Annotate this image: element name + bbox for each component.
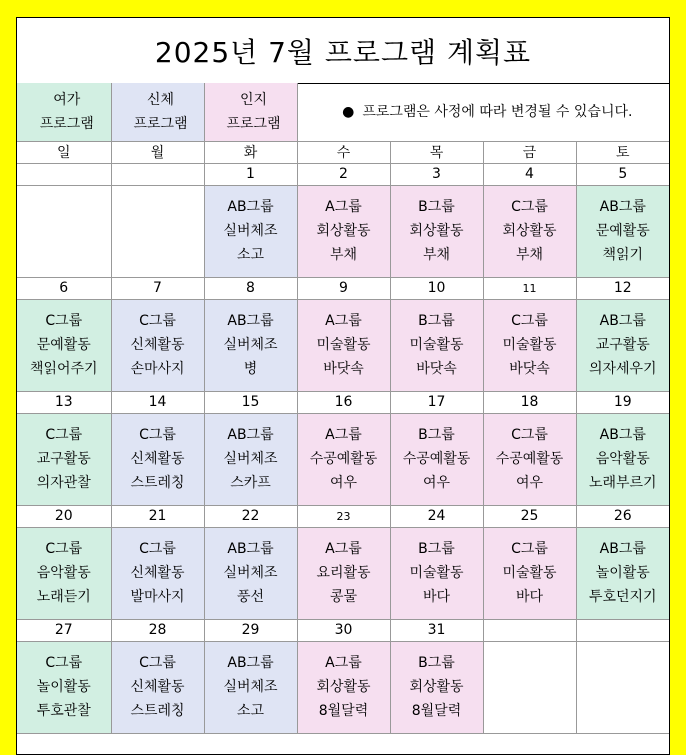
date-number: 27 [17,619,111,641]
program-cell [390,185,483,277]
program-topic: 바닷속 [509,361,550,377]
program-cell [17,299,111,391]
empty-cell [17,185,111,277]
program-group: C그룹 [511,427,548,443]
legend-physical [111,83,204,141]
empty-cell [576,641,669,733]
program-category: 회상활동 [409,679,464,695]
program-category: 실버체조 [223,223,278,239]
program-group: C그룹 [511,313,548,329]
program-cell [17,413,111,505]
program-group: A그룹 [325,541,362,557]
weekday-sat: 토 [576,141,669,163]
bullet-icon: ● [342,103,355,120]
program-group: AB그룹 [599,199,646,215]
program-cell [483,185,576,277]
program-group: AB그룹 [599,427,646,443]
weekday-fri: 금 [483,141,576,163]
program-topic: 바닷속 [323,361,364,377]
program-topic: 투호관찰 [36,703,91,719]
program-category: 수공예활동 [495,451,564,467]
program-cell [204,299,297,391]
program-category: 회상활동 [316,223,371,239]
program-cell [483,527,576,619]
program-category: 미술활동 [409,337,464,353]
date-number: 10 [390,277,483,299]
legend-physical-line1: 신체 [146,91,175,108]
date-number: 4 [483,163,576,185]
program-category: 회상활동 [409,223,464,239]
program-cell [576,299,669,391]
program-cell [111,527,204,619]
date-number: 19 [576,391,669,413]
program-category: 수공예활동 [402,451,471,467]
program-group: C그룹 [45,427,83,443]
program-group: A그룹 [325,199,362,215]
program-group: AB그룹 [227,655,274,671]
program-topic: 손마사지 [130,361,185,377]
program-cell [576,527,669,619]
program-group: A그룹 [325,655,362,671]
program-category: 신체활동 [130,679,185,695]
date-number [111,163,204,185]
program-topic: 바다 [422,589,451,605]
date-number: 30 [297,619,390,641]
program-topic: 투호던지기 [588,589,657,605]
date-number: 1 [204,163,297,185]
program-cell [297,413,390,505]
program-category: 회상활동 [502,223,557,239]
weekday-mon: 월 [111,141,204,163]
program-category: 미술활동 [409,565,464,581]
weekday-tue: 화 [204,141,297,163]
program-category: 실버체조 [223,679,278,695]
program-category: 놀이활동 [595,565,650,581]
program-topic: 여우 [422,475,451,491]
notice-text: 프로그램은 사정에 따라 변경될 수 있습니다. [362,103,633,120]
program-category: 미술활동 [502,565,557,581]
date-number [17,163,111,185]
program-group: B그룹 [418,313,455,329]
date-number: 7 [111,277,204,299]
date-number: 24 [390,505,483,527]
program-topic: 여우 [515,475,544,491]
program-cell [390,299,483,391]
legend-leisure [17,83,111,141]
program-topic: 노래부르기 [588,475,657,491]
program-cell [390,641,483,733]
date-number: 26 [576,505,669,527]
program-category: 요리활동 [316,565,371,581]
program-topic: 스트레칭 [130,475,185,491]
program-group: C그룹 [139,313,176,329]
legend-cognitive-line1: 인지 [239,91,268,108]
program-category: 미술활동 [316,337,371,353]
date-number: 12 [576,277,669,299]
program-group: B그룹 [418,541,455,557]
program-group: A그룹 [325,427,362,443]
program-cell [576,185,669,277]
program-category: 신체활동 [130,451,185,467]
legend-leisure-line2: 프로그램 [39,115,94,132]
program-group: AB그룹 [227,313,274,329]
program-category: 신체활동 [130,337,185,353]
program-cell [111,413,204,505]
program-cell [204,185,297,277]
program-topic: 8월달력 [318,703,369,719]
date-number: 3 [390,163,483,185]
program-topic: 병 [243,361,258,377]
program-category: 음악활동 [595,451,650,467]
program-cell [483,299,576,391]
weekday-thu: 목 [390,141,483,163]
date-number: 18 [483,391,576,413]
legend-cognitive [204,83,297,141]
program-group: AB그룹 [227,541,274,557]
program-topic: 책읽기 [602,247,644,263]
program-cell [111,641,204,733]
program-topic: 의자관찰 [36,475,91,491]
legend-leisure-line1: 여가 [53,91,81,108]
legend-cognitive-line2: 프로그램 [226,115,281,132]
date-number [576,619,669,641]
program-cell [111,299,204,391]
program-category: 문예활동 [595,223,650,239]
program-group: A그룹 [325,313,362,329]
empty-cell [111,185,204,277]
program-topic: 8월달력 [411,703,462,719]
program-group: AB그룹 [599,541,646,557]
date-number: 28 [111,619,204,641]
program-group: AB그룹 [599,313,646,329]
program-category: 놀이활동 [36,679,91,695]
program-group: C그룹 [45,655,83,671]
program-topic: 여우 [329,475,358,491]
program-cell [17,641,111,733]
date-number: 5 [576,163,669,185]
program-cell [204,527,297,619]
program-cell [390,413,483,505]
program-topic: 스트레칭 [130,703,185,719]
calendar-table [17,83,669,748]
program-category: 실버체조 [223,565,278,581]
program-group: B그룹 [418,427,455,443]
date-number: 25 [483,505,576,527]
program-group: C그룹 [511,199,548,215]
program-category: 회상활동 [316,679,371,695]
program-topic: 스카프 [230,475,271,491]
program-topic: 콩물 [329,589,358,605]
program-group: C그룹 [139,427,176,443]
program-cell [297,641,390,733]
date-number: 8 [204,277,297,299]
program-topic: 바다 [515,589,544,605]
program-topic: 부채 [422,247,451,263]
date-number: 17 [390,391,483,413]
schedule-sheet [16,17,670,755]
program-category: 미술활동 [502,337,557,353]
date-number: 11 [483,277,576,299]
program-group: AB그룹 [227,199,274,215]
footer-strip [17,733,669,748]
program-topic: 노래듣기 [36,589,91,605]
program-cell [297,185,390,277]
program-topic: 부채 [515,247,544,263]
program-group: AB그룹 [227,427,274,443]
program-cell [204,413,297,505]
date-number: 13 [17,391,111,413]
program-group: B그룹 [418,655,455,671]
date-number: 31 [390,619,483,641]
weekday-sun: 일 [17,141,111,163]
program-group: C그룹 [511,541,548,557]
date-number: 16 [297,391,390,413]
program-group: C그룹 [139,541,176,557]
date-number: 2 [297,163,390,185]
legend-physical-line2: 프로그램 [133,115,188,132]
program-topic: 책읽어주기 [29,361,98,377]
program-cell [483,413,576,505]
date-number: 23 [297,505,390,527]
program-category: 실버체조 [223,337,278,353]
date-number: 29 [204,619,297,641]
program-category: 교구활동 [595,337,650,353]
program-cell [204,641,297,733]
date-number: 20 [17,505,111,527]
program-group: C그룹 [139,655,176,671]
program-topic: 소고 [236,247,265,263]
program-topic: 바닷속 [416,361,457,377]
program-category: 음악활동 [36,565,91,581]
program-cell [17,527,111,619]
date-number [483,619,576,641]
program-category: 실버체조 [223,451,278,467]
program-group: B그룹 [418,199,455,215]
program-category: 수공예활동 [309,451,378,467]
program-cell [576,413,669,505]
program-category: 문예활동 [36,337,91,353]
program-group: C그룹 [45,313,83,329]
program-topic: 의자세우기 [588,361,657,377]
date-number: 6 [17,277,111,299]
date-number: 22 [204,505,297,527]
date-number: 21 [111,505,204,527]
program-cell [297,299,390,391]
program-cell [297,527,390,619]
program-topic: 풍선 [236,589,265,605]
page-title: 2025년 7월 프로그램 계획표 [17,18,669,84]
notice-cell [297,83,669,141]
date-number: 14 [111,391,204,413]
weekday-wed: 수 [297,141,390,163]
program-topic: 발마사지 [130,589,185,605]
date-number: 15 [204,391,297,413]
program-topic: 부채 [329,247,358,263]
program-group: C그룹 [45,541,83,557]
date-number: 9 [297,277,390,299]
empty-cell [483,641,576,733]
program-category: 교구활동 [36,451,91,467]
program-category: 신체활동 [130,565,185,581]
program-topic: 소고 [236,703,265,719]
program-cell [390,527,483,619]
